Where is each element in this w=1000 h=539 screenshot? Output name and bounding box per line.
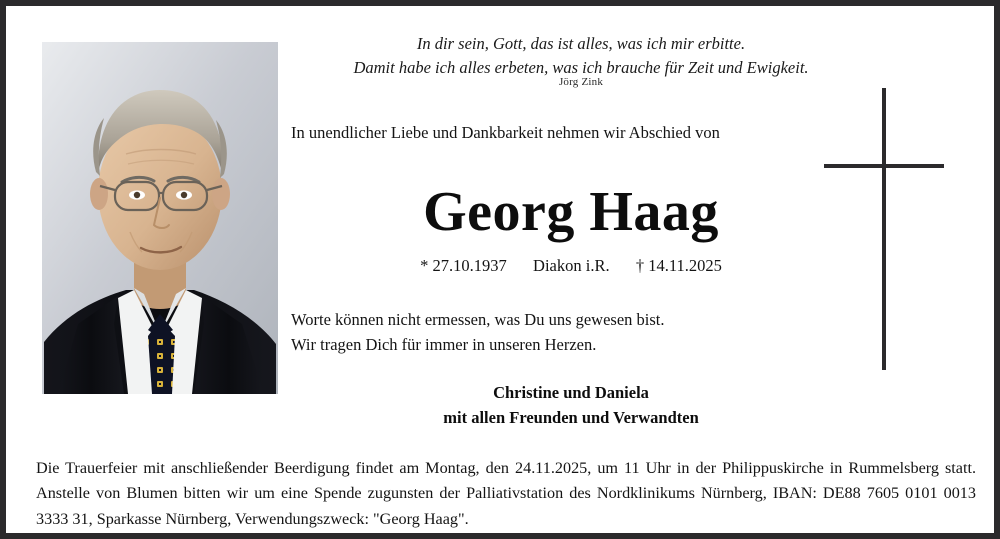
notice-inner: [6, 6, 994, 533]
quote-author: Jörg Zink: [558, 76, 604, 88]
life-dates: [291, 256, 851, 276]
portrait-photo: [42, 42, 278, 394]
cross-vertical-bar: [882, 88, 886, 370]
opening-quote-line-1: In dir sein, Gott, das ist alles, was ich mir erbitte.: [416, 34, 746, 53]
deceased-name: Georg Haag: [423, 181, 719, 243]
intro-text: In unendlicher Liebe und Dankbarkeit nehmen wir Abschied von: [291, 123, 720, 142]
farewell-line-2: Wir tragen Dich für immer in unseren Herzen.: [291, 334, 597, 354]
cross-horizontal-bar: [824, 164, 944, 168]
farewell-line-1: Worte können nicht ermessen, was Du uns gewesen bist.: [291, 310, 665, 329]
funeral-details: Die Trauerfeier mit anschließender Beerdigung findet am Montag, den 24.11.2025, um 11 Uhr in der Philippuskirche in Rummelsberg statt. Anstelle von Blumen bitten wir um eine Spende zugunsten der Palliativstation des Nordklinikums Nürnberg, IBAN: DE88 7605 0101 0013 3333 31, Sparkasse Nürnberg, Verwendungszweck: "Georg Haag".: [36, 459, 976, 528]
farewell-text: [291, 308, 871, 358]
opening-quote-line-2: Damit habe ich alles erbeten, was ich brauche für Zeit und Ewigkeit.: [353, 57, 809, 77]
opening-quote: [298, 32, 864, 80]
survivors-extended: mit allen Freunden und Verwandten: [443, 408, 699, 428]
survivors-block: [291, 380, 851, 430]
birth-date: * 27.10.1937: [420, 256, 507, 275]
death-date: † 14.11.2025: [635, 256, 722, 275]
profession: Diakon i.R.: [533, 256, 610, 275]
portrait-illustration: [42, 42, 278, 394]
survivors-names: Christine und Daniela: [493, 383, 649, 402]
